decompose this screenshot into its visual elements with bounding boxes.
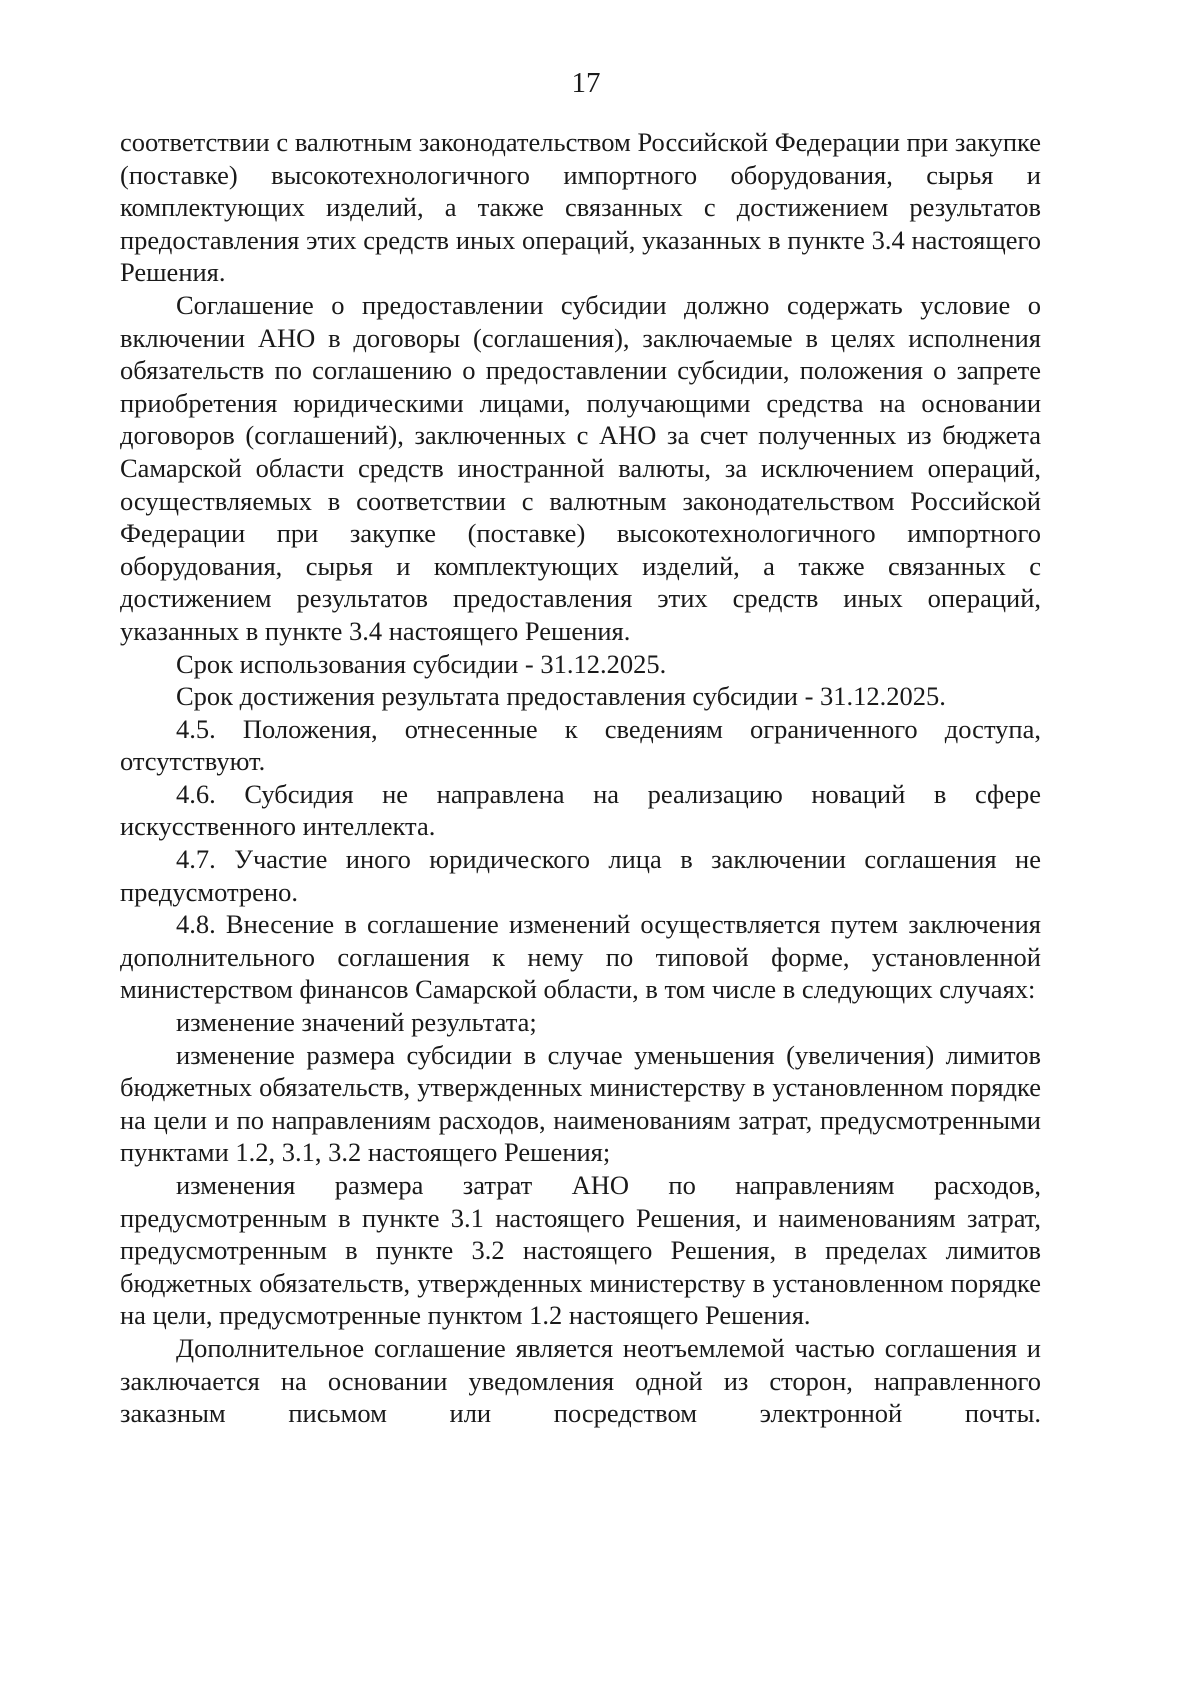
page-number: 17 — [571, 67, 601, 99]
document-body — [120, 126, 1041, 1430]
paragraph-agreement-condition: Соглашение о предоставлении субсидии должно содержать условие о включении АНО в договоры (соглашения), заключаемые в целях исполнения обязательств по соглашению о предоставлении субсидии, положения о запрете приобретения юридическими лицами, получающими средства на основании договоров (соглашений), заключенных с АНО за счет полученных из бюджета Самарской области средств иностранной валюты, за исключением операций, осуществляемых в соответствии с валютным законодательством Российской Федерации при закупке (поставке) высокотехнологичного импортного оборудования, сырья и комплектующих изделий, а также связанных с достижением результатов предоставления этих средств иных операций, указанных в пункте 3.4 настоящего Решения. — [120, 289, 1041, 646]
paragraph-case-result-value: изменение значений результата; — [176, 1007, 537, 1038]
paragraph-clause-4-7: 4.7. Участие иного юридического лица в заключении соглашения не предусмотрено. — [120, 844, 1041, 907]
paragraph-result-term: Срок достижения результата предоставления субсидии - 31.12.2025. — [176, 681, 946, 712]
paragraph-case-subsidy-size: изменение размера субсидии в случае уменьшения (увеличения) лимитов бюджетных обязательств, утвержденных министерству в установленном порядке на цели и по направлениям расходов, наименованиям затрат, предусмотренными пунктами 1.2, 3.1, 3.2 настоящего Решения; — [120, 1039, 1041, 1168]
paragraph-clause-4-6: 4.6. Субсидия не направлена на реализацию новаций в сфере искусственного интеллекта. — [120, 778, 1041, 842]
paragraph-usage-term: Срок использования субсидии - 31.12.2025. — [176, 648, 667, 679]
paragraph-case-costs-size: изменения размера затрат АНО по направлениям расходов, предусмотренным в пункте 3.1 настоящего Решения, и наименованиям затрат, предусмотренным в пункте 3.2 настоящего Решения, в пределах лимитов бюджетных обязательств, утвержденных министерству в установленном порядке на цели, предусмотренные пунктом 1.2 настоящего Решения. — [120, 1170, 1041, 1331]
paragraph-additional-agreement: Дополнительное соглашение является неотъемлемой частью соглашения и заключается на основании уведомления одной из сторон, направленного заказным письмом или посредством электронной почты. — [120, 1332, 1041, 1429]
paragraph-continuation: соответствии с валютным законодательством Российской Федерации при закупке (поставке) высокотехнологичного импортного оборудования, сырья и комплектующих изделий, а также связанных с достижением результатов предоставления этих средств иных операций, указанных в пункте 3.4 настоящего Решения. — [120, 127, 1041, 288]
paragraph-clause-4-5: 4.5. Положения, отнесенные к сведениям ограниченного доступа, отсутствуют. — [120, 713, 1041, 777]
paragraph-clause-4-8: 4.8. Внесение в соглашение изменений осуществляется путем заключения дополнительного соглашения к нему по типовой форме, установленной министерством финансов Самарской области, в том числе в следующих случаях: — [120, 909, 1041, 1005]
